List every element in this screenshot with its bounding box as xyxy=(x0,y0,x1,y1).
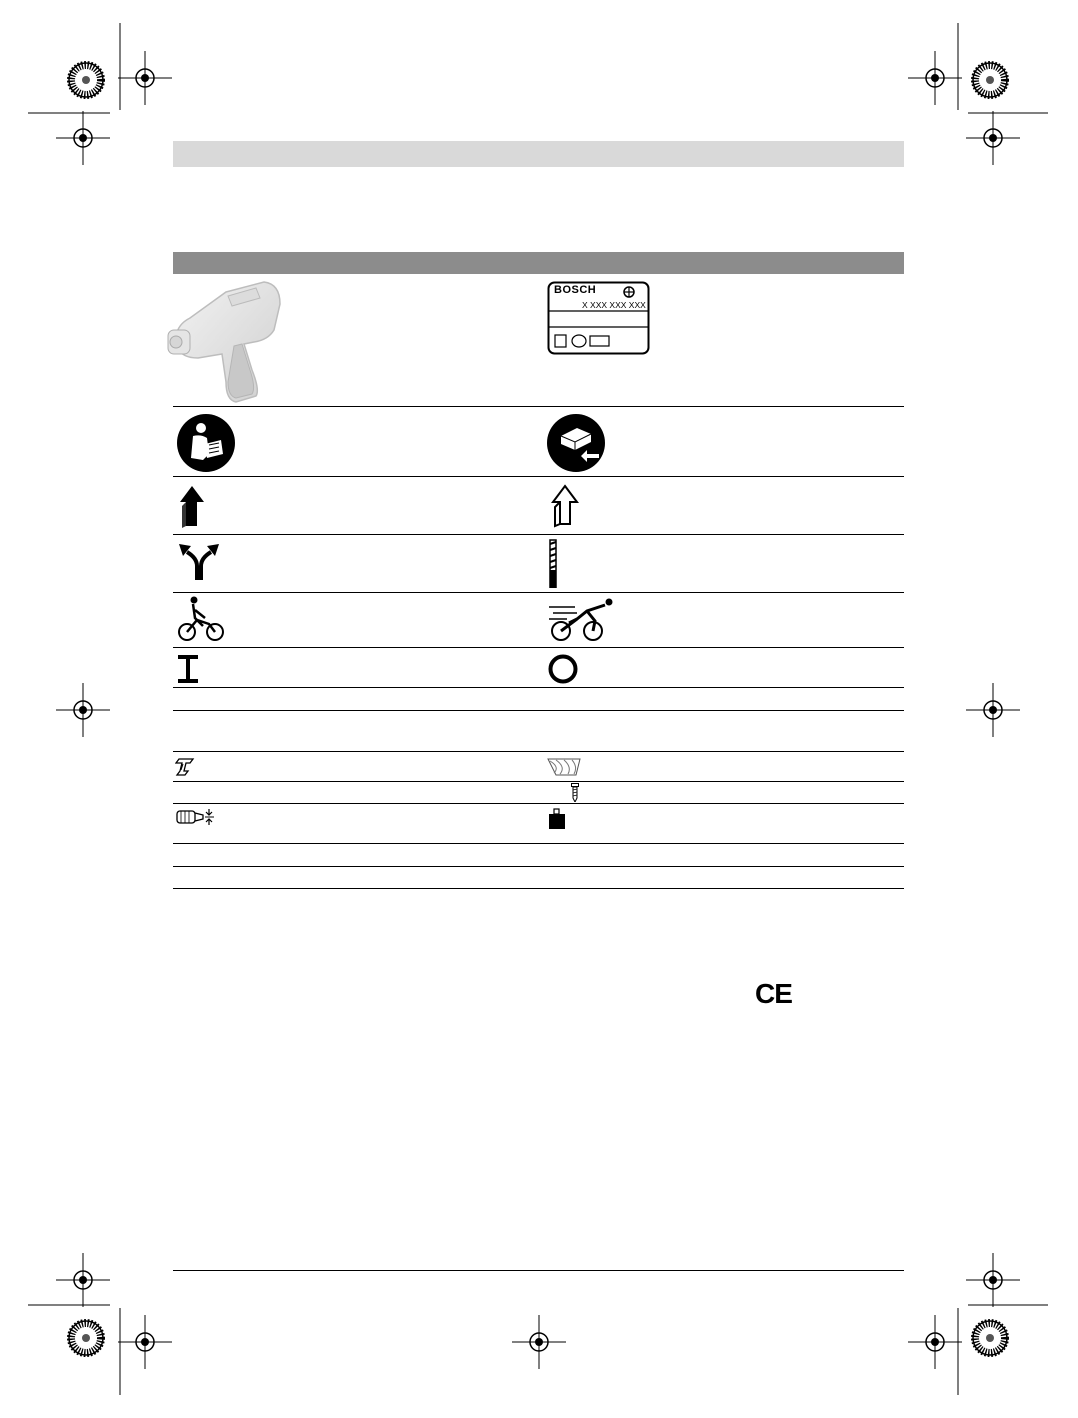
nameplate-brand: BOSCH xyxy=(554,284,597,296)
ce-mark: CE xyxy=(755,978,792,1009)
nameplate-number: X XXX XXX XXX xyxy=(582,300,646,310)
